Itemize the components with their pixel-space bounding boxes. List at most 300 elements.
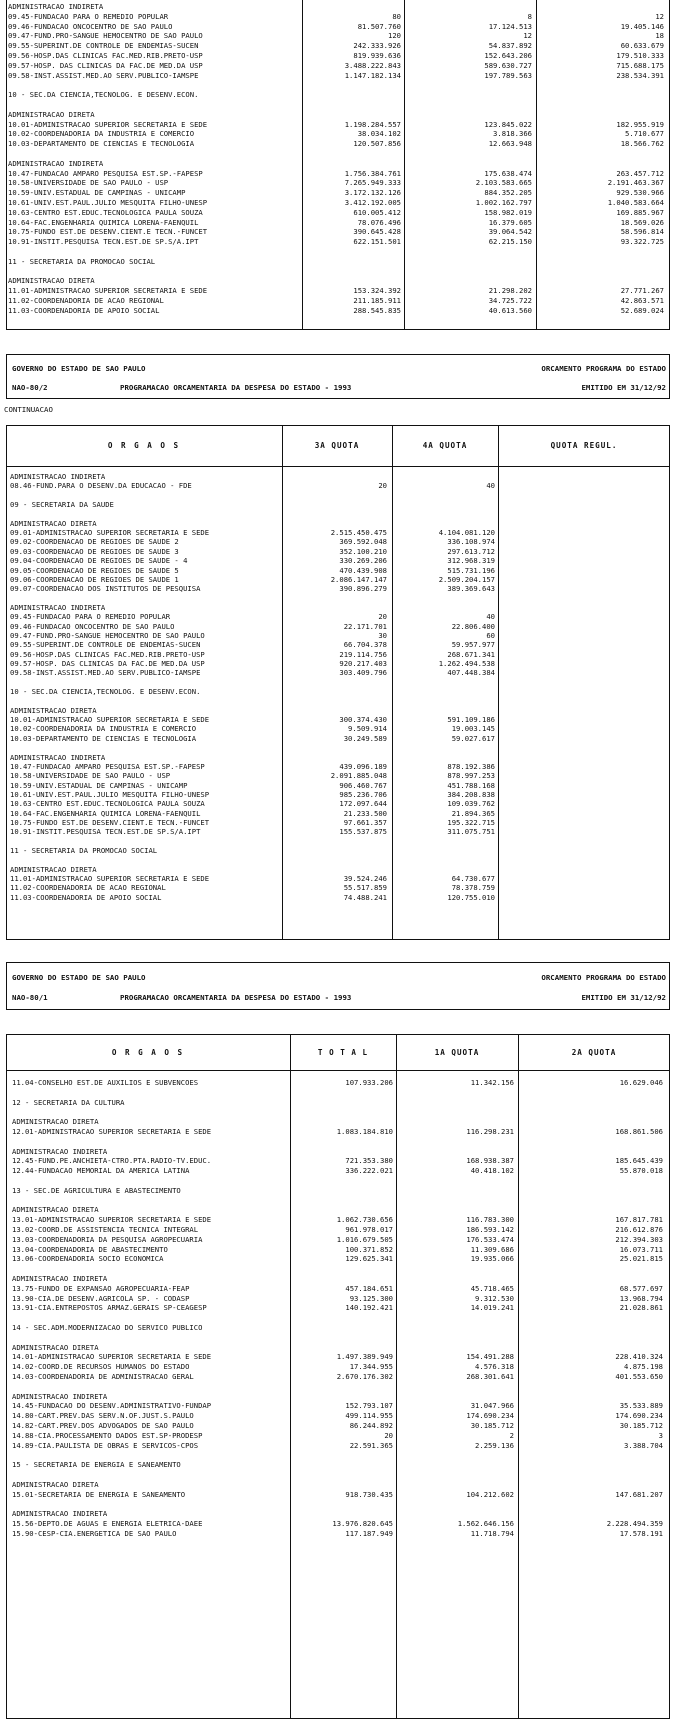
total-value: 610.005.412 <box>353 207 401 217</box>
quota-2-value: 168.861.506 <box>615 1127 663 1136</box>
quota-3-value: 2.515.450.475 <box>330 528 387 538</box>
org-label: 10.59-UNIV.ESTADUAL DE CAMPINAS - UNICAMP <box>10 780 188 790</box>
quota-1-value: 4.576.318 <box>475 1362 514 1372</box>
quota-2-value: 5.710.677 <box>625 129 664 139</box>
quota-2-value: 18.569.026 <box>620 217 664 227</box>
page3-col-divider-2 <box>396 1034 397 1719</box>
quota-3-value: 920.217.403 <box>339 659 387 668</box>
total-value: 152.793.107 <box>345 1401 393 1411</box>
org-label: 10.64-FAC.ENGENHARIA QUIMICA LORENA-FAENQUIL <box>8 217 199 227</box>
org-label: 09.03-COORDENACAO DE REGIOES DE SAUDE 3 <box>10 546 179 556</box>
quota-2-value: 179.510.333 <box>616 51 664 60</box>
quota-1-value: 14.019.241 <box>470 1303 514 1313</box>
total-value: 153.324.392 <box>353 286 401 296</box>
page3-col-2a-quota: 2A QUOTA <box>571 1048 617 1057</box>
quota-2-value: 52.689.024 <box>620 305 664 315</box>
org-label: 09.46-FUNDACAO ONCOCENTRO DE SAO PAULO <box>10 621 175 631</box>
org-label: ADMINISTRACAO DIRETA <box>8 276 95 286</box>
quota-1-value: 9.312.530 <box>475 1293 514 1303</box>
org-label: ADMINISTRACAO INDIRETA <box>12 1274 108 1283</box>
quota-2-value: 13.968.794 <box>619 1293 663 1303</box>
total-value: 86.244.892 <box>349 1421 393 1430</box>
org-label: ADMINISTRACAO INDIRETA <box>8 2 104 11</box>
quota-2-value: 19.405.146 <box>620 21 664 31</box>
quota-4-value: 515.731.196 <box>447 565 495 575</box>
total-value: 1.083.184.810 <box>336 1127 393 1136</box>
org-label <box>8 149 302 159</box>
org-label <box>8 80 302 90</box>
quota-3-value: 55.517.859 <box>343 883 387 893</box>
quota-3-value: 219.114.756 <box>339 649 387 659</box>
total-value: 81.507.760 <box>357 21 401 31</box>
quota-3-value: 352.100.210 <box>339 546 387 556</box>
org-label: 11 - SECRETARIA DA PROMOCAO SOCIAL <box>8 256 156 266</box>
quota-1-value: 21.298.202 <box>488 286 532 296</box>
page3-emitido: EMITIDO EM 31/12/92 <box>581 993 666 1002</box>
quota-4-value: 21.894.365 <box>451 808 495 818</box>
total-value: 20 <box>384 1430 393 1440</box>
quota-2-value: 3 <box>658 1430 663 1440</box>
total-value: 961.978.017 <box>345 1225 393 1234</box>
org-label: 13.06-COORDENADORIA SOCIO ECONOMICA <box>12 1254 164 1264</box>
org-label: 10.58-UNIVERSIDADE DE SAO PAULO - USP <box>8 178 169 188</box>
org-label: ADMINISTRACAO DIRETA <box>12 1479 99 1489</box>
quota-2-value: 1.040.583.664 <box>607 198 664 207</box>
org-label: 10 - SEC.DA CIENCIA,TECNOLOG. E DESENV.ECON. <box>8 90 199 100</box>
quota-2-value: 182.955.919 <box>616 119 664 129</box>
quota-1-value: 1.002.162.797 <box>475 198 532 207</box>
org-label: 12.44-FUNDACAO MEMORIAL DA AMERICA LATINA <box>12 1166 190 1176</box>
quota-1-value: 62.215.150 <box>488 237 532 247</box>
quota-4-value: 451.788.168 <box>447 780 495 790</box>
org-label: 09.05-COORDENACAO DE REGIOES DE SAUDE 5 <box>10 565 179 575</box>
org-label: ADMINISTRACAO DIRETA <box>12 1205 99 1215</box>
org-label: 14.88-CIA.PROCESSAMENTO DADOS EST.SP-PRODESP <box>12 1430 203 1440</box>
org-label: ADMINISTRACAO DIRETA <box>10 518 97 528</box>
quota-1-value: 19.935.066 <box>470 1254 514 1264</box>
page1-col-divider-2 <box>404 0 405 330</box>
total-value: 80 <box>392 11 401 21</box>
quota-2-value: 185.645.439 <box>615 1156 663 1166</box>
quota-3-value: 66.704.378 <box>343 640 387 650</box>
quota-2-value: 27.771.267 <box>620 286 664 296</box>
org-label: 11.02-COORDENADORIA DE ACAO REGIONAL <box>8 296 164 305</box>
total-value: 336.222.021 <box>345 1166 393 1176</box>
quota-2-value: 263.457.712 <box>616 168 664 178</box>
quota-4-value: 389.369.643 <box>447 584 495 594</box>
org-label: 13 - SEC.DE AGRICULTURA E ABASTECIMENTO <box>12 1185 181 1195</box>
page2-gov-title: GOVERNO DO ESTADO DE SAO PAULO <box>12 364 146 373</box>
org-label: 10.75-FUNDO EST.DE DESENV.CIENT.E TECN.-FUNCET <box>8 227 208 237</box>
quota-1-value: 12.663.948 <box>488 139 532 149</box>
total-value: 17.344.955 <box>349 1362 393 1372</box>
org-label <box>12 1137 290 1147</box>
total-value: 1.147.182.134 <box>344 70 401 80</box>
quota-4-value: 22.806.400 <box>451 621 495 631</box>
org-label: 15.01-SECRETARIA DE ENERGIA E SANEAMENTO <box>12 1489 186 1499</box>
org-label: 09.07-COORDENACAO DOS INSTITUTOS DE PESQUISA <box>10 584 201 594</box>
org-label: 11.02-COORDENADORIA DE ACAO REGIONAL <box>10 883 166 893</box>
org-label <box>12 1499 290 1509</box>
quota-1-value: 30.185.712 <box>470 1421 514 1430</box>
quota-1-value: 175.638.474 <box>484 168 532 178</box>
page3-col-orgaos: O R G A O S <box>111 1048 185 1057</box>
org-label: 10.63-CENTRO EST.EDUC.TECNOLOGICA PAULA SOUZA <box>8 207 203 217</box>
total-value: 211.185.911 <box>353 296 401 305</box>
org-label <box>12 1176 290 1186</box>
page2-emitido: EMITIDO EM 31/12/92 <box>581 383 666 392</box>
org-label: 13.75-FUNDO DE EXPANSAO AGROPECUARIA-FEAP <box>12 1283 190 1293</box>
org-label: 09.58-INST.ASSIST.MED.AO SERV.PUBLICO-IAMSPE <box>8 70 199 80</box>
org-label: 10.63-CENTRO EST.EDUC.TECNOLOGICA PAULA SOUZA <box>10 799 205 809</box>
org-label: 10.64-FAC.ENGENHARIA QUIMICA LORENA-FAENQUIL <box>10 808 201 818</box>
total-value: 3.412.192.005 <box>344 198 401 207</box>
org-label: 09.04-COORDENACAO DE REGIOES DE SAUDE - 4 <box>10 556 188 566</box>
quota-3-value: 21.233.500 <box>343 808 387 818</box>
quota-1-value: 186.593.142 <box>466 1225 514 1234</box>
quota-1-value: 589.630.727 <box>484 60 532 70</box>
org-label: 09.01-ADMINISTRACAO SUPERIOR SECRETARIA E SEDE <box>10 528 210 538</box>
total-value: 93.125.300 <box>349 1293 393 1303</box>
quota-1-value: 168.938.387 <box>466 1156 514 1166</box>
page2-col-orgaos: O R G A O S <box>107 441 181 450</box>
quota-4-value: 297.613.712 <box>447 546 495 556</box>
page3-program-title: PROGRAMACAO ORCAMENTARIA DA DESPESA DO ESTADO - 1993 <box>120 993 352 1002</box>
quota-2-value: 68.577.697 <box>619 1283 663 1293</box>
total-value: 100.371.852 <box>345 1244 393 1254</box>
total-value: 13.976.820.645 <box>332 1519 393 1528</box>
quota-4-value: 878.192.386 <box>447 761 495 771</box>
org-label <box>12 1382 290 1392</box>
quota-1-value: 3.818.366 <box>493 129 532 139</box>
quota-4-value: 1.262.494.538 <box>438 659 495 668</box>
org-label: ADMINISTRACAO DIRETA <box>10 864 97 874</box>
quota-2-value: 17.578.191 <box>619 1528 663 1538</box>
quota-3-value: 20 <box>378 481 387 491</box>
total-value: 457.184.651 <box>345 1283 393 1293</box>
page3-header-rule <box>6 1070 670 1071</box>
quota-3-value: 2.091.885.048 <box>330 771 387 781</box>
quota-2-value: 3.388.704 <box>624 1440 663 1450</box>
quota-1-value: 123.845.022 <box>484 119 532 129</box>
total-value: 242.333.926 <box>353 41 401 51</box>
quota-2-value: 212.394.303 <box>615 1234 663 1244</box>
org-label: 11.01-ADMINISTRACAO SUPERIOR SECRETARIA E SEDE <box>8 286 208 296</box>
page2-program-title: PROGRAMACAO ORCAMENTARIA DA DESPESA DO ESTADO - 1993 <box>120 383 352 392</box>
org-label: 13.03-COORDENADORIA DA PESQUISA AGROPECUARIA <box>12 1234 203 1244</box>
quota-2-value: 60.633.679 <box>620 41 664 51</box>
quota-4-value: 64.730.677 <box>451 874 495 884</box>
quota-4-value: 4.104.081.120 <box>438 528 495 538</box>
quota-4-value: 336.108.974 <box>447 537 495 547</box>
quota-3-value: 300.374.430 <box>339 715 387 725</box>
org-label: 10.59-UNIV.ESTADUAL DE CAMPINAS - UNICAMP <box>8 188 186 198</box>
org-label: ADMINISTRACAO INDIRETA <box>12 1146 108 1156</box>
quota-1-value: 1.562.646.156 <box>457 1519 514 1528</box>
quota-3-value: 439.096.189 <box>339 761 387 771</box>
quota-3-value: 22.171.701 <box>343 621 387 631</box>
org-label: 12.45-FUND.PE.ANCHIETA-CTRO.PTA.RADIO-TV.EDUC. <box>12 1156 212 1166</box>
quota-2-value: 16.629.046 <box>619 1078 663 1087</box>
quota-1-value: 17.124.513 <box>488 21 532 31</box>
total-value: 78.076.496 <box>357 217 401 227</box>
quota-1-value: 34.725.722 <box>488 296 532 305</box>
total-value: 1.756.384.761 <box>344 168 401 178</box>
total-value: 499.114.955 <box>345 1411 393 1421</box>
page2-header-rule <box>6 466 670 467</box>
quota-1-value: 2.103.583.665 <box>475 178 532 188</box>
quota-2-value: 4.875.198 <box>624 1362 663 1372</box>
org-label <box>12 1196 290 1206</box>
total-value: 1.062.730.656 <box>336 1215 393 1225</box>
org-label: 10.02-COORDENADORIA DA INDUSTRIA E COMERCIO <box>10 724 197 734</box>
quota-2-value: 2.228.494.359 <box>606 1519 663 1528</box>
org-label: 13.01-ADMINISTRACAO SUPERIOR SECRETARIA E SEDE <box>12 1215 212 1225</box>
org-label: ADMINISTRACAO INDIRETA <box>10 472 106 481</box>
org-label: 10.47-FUNDACAO AMPARO PESQUISA EST.SP.-FAPESP <box>8 168 203 178</box>
org-label: 14.03-COORDENADORIA DE ADMINISTRACAO GERAL <box>12 1372 194 1381</box>
quota-1-value: 884.352.205 <box>484 188 532 198</box>
org-label <box>12 1313 290 1323</box>
org-label: 14.82-CART.PREV.DOS ADVOGADOS DE SAO PAULO <box>12 1421 194 1430</box>
quota-4-value: 311.075.751 <box>447 827 495 837</box>
quota-2-value: 30.185.712 <box>619 1421 663 1430</box>
page2-orcamento-title: ORCAMENTO PROGRAMA DO ESTADO <box>541 364 666 373</box>
quota-4-value: 59.957.977 <box>451 640 495 650</box>
org-label: 10.61-UNIV.EST.PAUL.JULIO MESQUITA FILHO-UNESP <box>8 198 208 207</box>
org-label: 09.55-SUPERINT.DE CONTROLE DE ENDEMIAS-SUCEN <box>8 41 199 51</box>
org-label: 14.89-CIA.PAULISTA DE OBRAS E SERVICOS-CPOS <box>12 1440 199 1450</box>
total-value: 22.591.365 <box>349 1440 393 1450</box>
org-label: 13.02-COORD.DE ASSISTENCIA TECNICA INTEGRAL <box>12 1225 199 1234</box>
org-label <box>12 1450 290 1460</box>
page2-col-quota-regul: QUOTA REGUL. <box>550 441 618 450</box>
quota-1-value: 11.718.794 <box>470 1528 514 1538</box>
quota-2-value: 169.885.967 <box>616 207 664 217</box>
page3-col-divider-1 <box>290 1034 291 1719</box>
quota-1-value: 154.491.288 <box>466 1352 514 1362</box>
org-label: 11 - SECRETARIA DA PROMOCAO SOCIAL <box>10 846 158 855</box>
org-label: 13.91-CIA.ENTREPOSTOS ARMAZ.GERAIS SP-CEAGESP <box>12 1303 207 1313</box>
org-label: 09.57-HOSP. DAS CLINICAS DA FAC.DE MED.DA USP <box>10 659 205 668</box>
quota-2-value: 147.681.207 <box>615 1489 663 1499</box>
quota-1-value: 174.690.234 <box>466 1411 514 1421</box>
total-value: 1.016.679.505 <box>336 1234 393 1244</box>
page2-col-divider-3 <box>498 425 499 940</box>
org-label: 10 - SEC.DA CIENCIA,TECNOLOG. E DESENV.ECON. <box>10 687 201 697</box>
quota-4-value: 40 <box>486 612 495 622</box>
quota-2-value: 228.410.324 <box>615 1352 663 1362</box>
page3-gov-title: GOVERNO DO ESTADO DE SAO PAULO <box>12 973 146 982</box>
org-label: 10.75-FUNDO EST.DE DESENV.CIENT.E TECN.-FUNCET <box>10 817 210 827</box>
quota-4-value: 312.968.319 <box>447 556 495 566</box>
quota-1-value: 197.789.563 <box>484 70 532 80</box>
quota-1-value: 39.064.542 <box>488 227 532 237</box>
quota-3-value: 30 <box>378 630 387 640</box>
quota-3-value: 470.439.908 <box>339 565 387 575</box>
org-label <box>12 1264 290 1274</box>
org-label: 14.80-CART.PREV.DAS SERV.N.OF.JUST.S.PAULO <box>12 1411 194 1421</box>
quota-4-value: 59.027.617 <box>451 733 495 743</box>
org-label: ADMINISTRACAO DIRETA <box>10 705 97 715</box>
total-value: 129.625.341 <box>345 1254 393 1264</box>
quota-3-value: 303.409.796 <box>339 668 387 678</box>
quota-2-value: 715.688.175 <box>616 60 664 70</box>
page3-col-1a-quota: 1A QUOTA <box>434 1048 480 1057</box>
quota-4-value: 120.755.010 <box>447 892 495 902</box>
quota-2-value: 16.073.711 <box>619 1244 663 1254</box>
total-value: 918.730.435 <box>345 1489 393 1499</box>
quota-3-value: 30.249.589 <box>343 733 387 743</box>
org-label: ADMINISTRACAO DIRETA <box>8 109 95 119</box>
org-label: 09.45-FUNDACAO PARA O REMEDIO POPULAR <box>8 11 169 21</box>
org-label: 14 - SEC.ADM.MODERNIZACAO DO SERVICO PUBLICO <box>12 1323 203 1332</box>
total-value: 3.172.132.126 <box>344 188 401 198</box>
quota-3-value: 9.509.914 <box>348 724 387 734</box>
org-label: 10.91-INSTIT.PESQUISA TECN.EST.DE SP.S/A.IPT <box>10 827 201 837</box>
page2-report-code: NAO-80/2 <box>12 383 48 392</box>
org-label: 10.47-FUNDACAO AMPARO PESQUISA EST.SP.-FAPESP <box>10 761 205 771</box>
total-value: 117.187.949 <box>345 1528 393 1538</box>
org-label: 13.90-CIA.DE DESENV.AGRICOLA SP. - CODASP <box>12 1293 190 1303</box>
total-value: 107.933.206 <box>345 1078 393 1087</box>
org-label: 15.56-DEPTO.DE AGUAS E ENERGIA ELETRICA-DAEE <box>12 1519 203 1528</box>
quota-4-value: 2.509.204.157 <box>438 574 495 584</box>
org-label: 09.58-INST.ASSIST.MED.AO SERV.PUBLICO-IAMSPE <box>10 668 201 678</box>
total-value: 120.507.856 <box>353 139 401 149</box>
quota-1-value: 40.418.102 <box>470 1166 514 1176</box>
quota-2-value: 18.566.762 <box>620 139 664 149</box>
quota-1-value: 116.298.231 <box>466 1127 514 1136</box>
quota-2-value: 58.596.814 <box>620 227 664 237</box>
quota-4-value: 60 <box>486 630 495 640</box>
org-label: ADMINISTRACAO INDIRETA <box>12 1391 108 1401</box>
org-label <box>12 1333 290 1343</box>
page3-col-divider-3 <box>518 1034 519 1719</box>
org-label: 10.01-ADMINISTRACAO SUPERIOR SECRETARIA E SEDE <box>8 119 208 129</box>
page2-col-divider-1 <box>282 425 283 940</box>
quota-1-value: 104.212.602 <box>466 1489 514 1499</box>
quota-3-value: 39.524.246 <box>343 874 387 884</box>
quota-3-value: 369.592.048 <box>339 537 387 547</box>
org-label: 15 - SECRETARIA DE ENERGIA E SANEAMENTO <box>12 1460 181 1470</box>
page3-report-code: NAO-80/1 <box>12 993 48 1002</box>
quota-3-value: 74.488.241 <box>343 892 387 902</box>
total-value: 288.545.835 <box>353 305 401 315</box>
org-label: 09.56-HOSP.DAS CLINICAS FAC.MED.RIB.PRETO-USP <box>10 649 205 659</box>
org-label: 10.03-DEPARTAMENTO DE CIENCIAS E TECNOLOGIA <box>10 733 197 743</box>
page2-col-4a-quota: 4A QUOTA <box>422 441 468 450</box>
org-label: 08.46-FUND.PARA O DESENV.DA EDUCACAO - FDE <box>10 481 192 491</box>
org-label <box>8 100 302 110</box>
total-value: 2.670.176.302 <box>336 1372 393 1381</box>
org-label: 09.06-COORDENACAO DE REGIOES DE SAUDE 1 <box>10 574 179 584</box>
quota-3-value: 97.661.357 <box>343 817 387 827</box>
org-label: 12.01-ADMINISTRACAO SUPERIOR SECRETARIA E SEDE <box>12 1127 212 1136</box>
org-label: 09.45-FUNDACAO PARA O REMEDIO POPULAR <box>10 612 171 622</box>
org-label: 11.01-ADMINISTRACAO SUPERIOR SECRETARIA E SEDE <box>10 874 210 884</box>
quota-3-value: 2.086.147.147 <box>330 574 387 584</box>
quota-1-value: 268.301.641 <box>466 1372 514 1381</box>
total-value: 3.488.222.843 <box>344 60 401 70</box>
quota-1-value: 31.047.966 <box>470 1401 514 1411</box>
total-value: 390.645.428 <box>353 227 401 237</box>
org-label: 09.47-FUND.PRO-SANGUE HEMOCENTRO DE SAO PAULO <box>10 630 205 640</box>
page2-continuacao: CONTINUACAO <box>4 405 53 414</box>
page2-col-3a-quota: 3A QUOTA <box>314 441 360 450</box>
org-label <box>8 247 302 257</box>
org-label: 14.01-ADMINISTRACAO SUPERIOR SECRETARIA E SEDE <box>12 1352 212 1362</box>
org-label: 14.45-FUNDACAO DO DESENV.ADMINISTRATIVO-FUNDAP <box>12 1401 212 1411</box>
quota-1-value: 8 <box>527 11 532 21</box>
page3-col-total: T O T A L <box>317 1048 369 1057</box>
org-label: 10.02-COORDENADORIA DA INDUSTRIA E COMERCIO <box>8 129 195 139</box>
total-value: 38.034.102 <box>357 129 401 139</box>
org-label: 11.04-CONSELHO EST.DE AUXILIOS E SUBVENCOES <box>12 1078 199 1087</box>
org-label: 10.03-DEPARTAMENTO DE CIENCIAS E TECNOLOGIA <box>8 139 195 149</box>
total-value: 120 <box>388 31 401 41</box>
org-label <box>12 1470 290 1480</box>
org-label: 09.46-FUNDACAO ONCOCENTRO DE SAO PAULO <box>8 21 173 31</box>
quota-1-value: 158.982.019 <box>484 207 532 217</box>
org-label <box>8 267 302 277</box>
quota-4-value: 268.671.341 <box>447 649 495 659</box>
quota-4-value: 591.109.186 <box>447 715 495 725</box>
org-label: 09.47-FUND.PRO-SANGUE HEMOCENTRO DE SAO PAULO <box>8 31 203 41</box>
page3-orcamento-title: ORCAMENTO PROGRAMA DO ESTADO <box>541 973 666 982</box>
org-label: 12 - SECRETARIA DA CULTURA <box>12 1097 125 1107</box>
quota-4-value: 109.039.762 <box>447 799 495 809</box>
total-value: 819.939.636 <box>353 51 401 60</box>
quota-1-value: 54.837.892 <box>488 41 532 51</box>
org-label: 11.03-COORDENADORIA DE APOIO SOCIAL <box>8 305 160 315</box>
org-label: 10.91-INSTIT.PESQUISA TECN.EST.DE SP.S/A.IPT <box>8 237 199 247</box>
quota-2-value: 2.191.463.367 <box>607 178 664 188</box>
total-value: 1.198.284.557 <box>344 119 401 129</box>
org-label: 09.02-COORDENACAO DE REGIOES DE SAUDE 2 <box>10 537 179 547</box>
quota-1-value: 152.643.206 <box>484 51 532 60</box>
quota-2-value: 18 <box>655 31 664 41</box>
quota-2-value: 12 <box>655 11 664 21</box>
quota-2-value: 93.322.725 <box>620 237 664 247</box>
org-label: 11.03-COORDENADORIA DE APOIO SOCIAL <box>10 892 162 902</box>
org-label: ADMINISTRACAO DIRETA <box>12 1342 99 1352</box>
org-label: 09.56-HOSP.DAS CLINICAS FAC.MED.RIB.PRETO-USP <box>8 51 203 60</box>
quota-1-value: 2 <box>509 1430 514 1440</box>
quota-3-value: 330.269.206 <box>339 556 387 566</box>
org-label: ADMINISTRACAO DIRETA <box>12 1117 99 1127</box>
quota-2-value: 35.533.889 <box>619 1401 663 1411</box>
page1-col-divider-1 <box>302 0 303 330</box>
quota-1-value: 176.533.474 <box>466 1234 514 1244</box>
quota-2-value: 25.021.815 <box>619 1254 663 1264</box>
total-value: 140.192.421 <box>345 1303 393 1313</box>
quota-4-value: 878.997.253 <box>447 771 495 781</box>
org-label: 10.61-UNIV.EST.PAUL.JULIO MESQUITA FILHO-UNESP <box>10 789 210 799</box>
quota-1-value: 2.259.136 <box>475 1440 514 1450</box>
org-label: 09 - SECRETARIA DA SAUDE <box>10 500 114 510</box>
quota-4-value: 19.003.145 <box>451 724 495 734</box>
total-value: 721.353.380 <box>345 1156 393 1166</box>
org-label: 10.58-UNIVERSIDADE DE SAO PAULO - USP <box>10 771 171 781</box>
org-label <box>12 1107 290 1117</box>
quota-3-value: 906.460.767 <box>339 780 387 790</box>
quota-1-value: 11.342.156 <box>470 1078 514 1087</box>
quota-4-value: 384.208.838 <box>447 789 495 799</box>
quota-1-value: 45.718.465 <box>470 1283 514 1293</box>
quota-3-value: 985.236.706 <box>339 789 387 799</box>
quota-3-value: 20 <box>378 612 387 622</box>
